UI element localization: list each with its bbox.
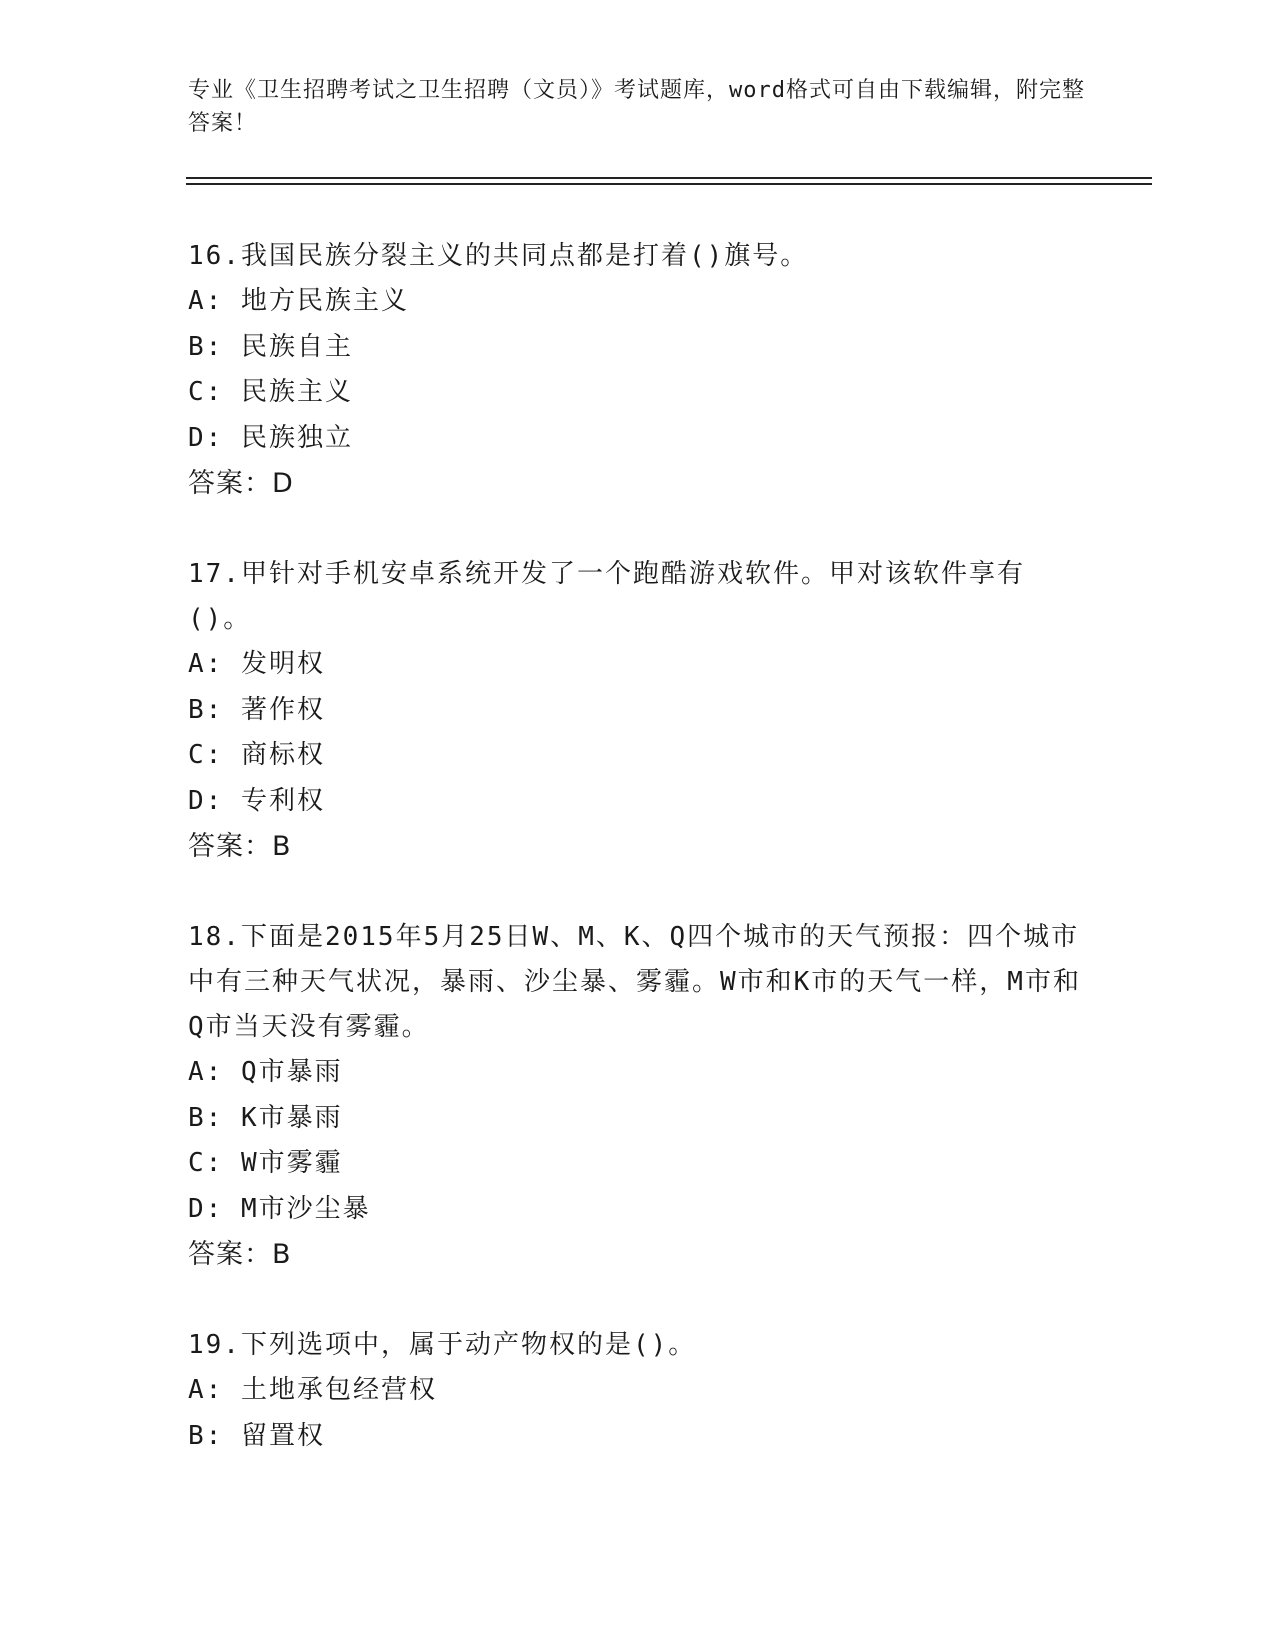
header-divider-top (186, 177, 1152, 179)
question-stem (188, 915, 1088, 1050)
question-text: 甲针对手机安卓系统开发了一个跑酷游戏软件。甲对该软件享有()。 (188, 559, 1025, 634)
question-list (188, 234, 1088, 1505)
question-stem (188, 234, 1088, 279)
question-19 (188, 1323, 1088, 1459)
question-stem (188, 552, 1088, 642)
question-text: 下面是2015年5月25日W、M、K、Q四个城市的天气预报：四个城市中有三种天气状况，暴雨、沙尘暴、雾霾。W市和K市的天气一样，M市和Q市当天没有雾霾。 (188, 922, 1081, 1042)
option-d: D: M市沙尘暴 (188, 1193, 371, 1224)
option-d: D: 民族独立 (188, 422, 353, 453)
question-18 (188, 915, 1088, 1277)
option-b: B: 民族自主 (188, 331, 353, 362)
answer-line: 答案：D (188, 468, 294, 499)
question-number: 16. (188, 241, 241, 271)
option-a: A: 发明权 (188, 649, 325, 679)
answer-line: 答案：B (188, 1239, 292, 1270)
question-stem (188, 1323, 1088, 1368)
option-d: D: 专利权 (188, 785, 325, 816)
answer-line: 答案：B (188, 831, 292, 862)
question-16 (188, 234, 1088, 506)
option-b: B: 著作权 (188, 694, 325, 725)
option-b: B: K市暴雨 (188, 1102, 343, 1133)
option-c: C: 商标权 (188, 740, 325, 770)
question-17 (188, 552, 1088, 869)
question-number: 17. (188, 559, 241, 589)
option-a: A: Q市暴雨 (188, 1057, 343, 1087)
document-header: 专业《卫生招聘考试之卫生招聘（文员）》考试题库，word格式可自由下载编辑，附完整答案！ (188, 78, 1085, 136)
option-c: C: W市雾霾 (188, 1148, 343, 1178)
option-a: A: 土地承包经营权 (188, 1375, 437, 1405)
option-a: A: 地方民族主义 (188, 286, 409, 316)
question-text: 下列选项中，属于动产物权的是()。 (240, 1330, 697, 1360)
header-divider-bottom (186, 183, 1152, 185)
question-number: 18. (188, 922, 241, 952)
question-text: 我国民族分裂主义的共同点都是打着()旗号。 (240, 241, 809, 271)
option-c: C: 民族主义 (188, 377, 353, 407)
question-number: 19. (188, 1330, 241, 1360)
option-b: B: 留置权 (188, 1420, 325, 1451)
